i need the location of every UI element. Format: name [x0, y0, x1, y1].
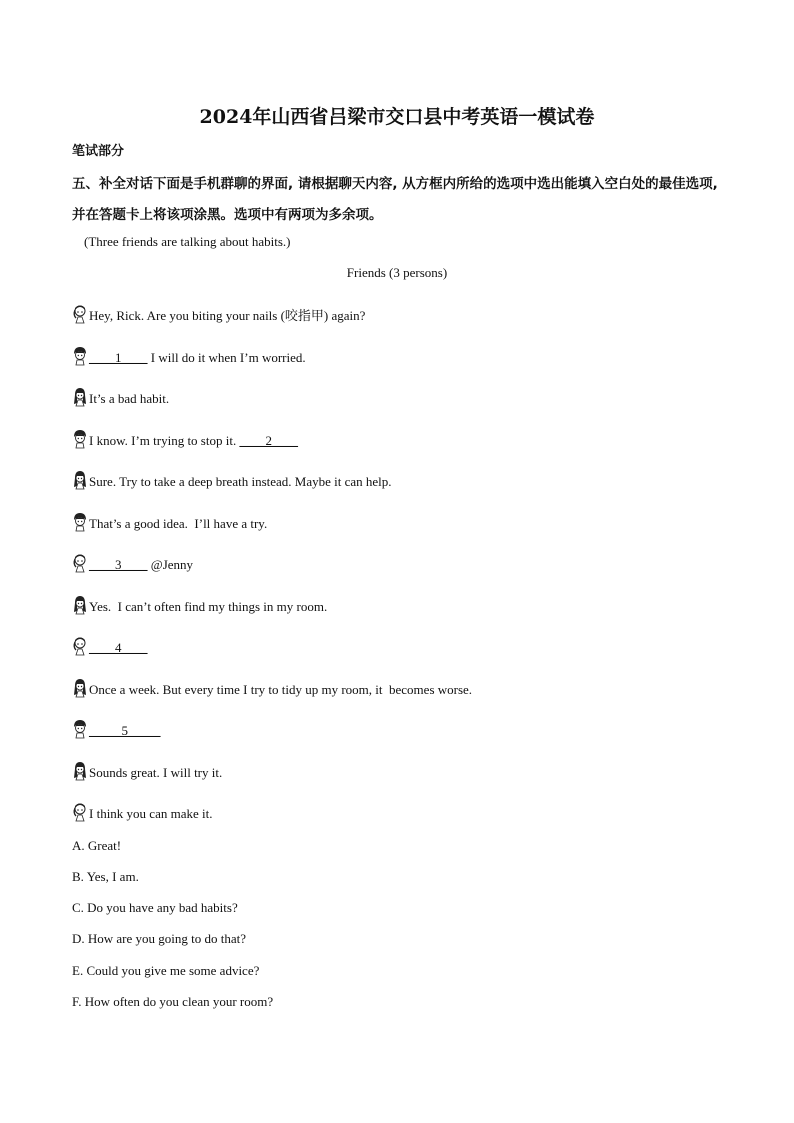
answer-blank-1[interactable]: ____1____	[89, 350, 148, 365]
message-text: ____1____ I will do it when I’m worried.	[89, 350, 306, 365]
option-d[interactable]: D. How are you going to do that?	[72, 931, 247, 946]
chat-message	[72, 632, 148, 656]
ponytail-girl-avatar	[72, 802, 88, 822]
option-b[interactable]: B. Yes, I am.	[72, 869, 139, 884]
chat-message	[72, 715, 161, 739]
chat-message	[72, 383, 169, 407]
message-text: ____3____ @Jenny	[89, 557, 194, 572]
instruction-text: 五、补全对话下面是手机群聊的界面, 请根据聊天内容, 从方框内所给的选项中选出能填入空白处的最佳选项, 并在答题卡上将该项涂黑。选项中有两项为多余项。	[72, 176, 718, 223]
section-heading: 笔试部分	[72, 144, 125, 159]
chat-message	[72, 674, 472, 698]
long-hair-girl-avatar	[72, 678, 88, 698]
message-text: Hey, Rick. Are you biting your nails (咬指甲) again?	[89, 308, 366, 323]
answer-blank-5[interactable]: _____5_____	[89, 723, 161, 738]
message-text: I know. I’m trying to stop it. ____2____	[89, 433, 298, 448]
answer-blank-3[interactable]: ____3____	[89, 557, 148, 572]
option-c[interactable]: C. Do you have any bad habits?	[72, 900, 238, 915]
answer-blank-2[interactable]: ____2____	[239, 433, 298, 448]
boy-avatar	[72, 346, 88, 366]
chat-message	[72, 549, 193, 573]
boy-avatar	[72, 719, 88, 739]
chat-message	[72, 342, 306, 366]
option-e[interactable]: E. Could you give me some advice?	[72, 963, 260, 978]
message-text: Once a week. But every time I try to tidy up my room, it becomes worse.	[89, 682, 473, 697]
chat-group-title: Friends (3 persons)	[346, 265, 448, 280]
ponytail-girl-avatar	[72, 304, 88, 324]
message-text: Sure. Try to take a deep breath instead. Maybe it can help.	[89, 474, 392, 489]
boy-avatar	[72, 429, 88, 449]
boy-avatar	[72, 512, 88, 532]
chat-message	[72, 591, 327, 615]
chat-message	[72, 300, 365, 324]
chat-message	[72, 425, 298, 449]
chat-message	[72, 757, 222, 781]
ponytail-girl-avatar	[72, 636, 88, 656]
long-hair-girl-avatar	[72, 470, 88, 490]
message-text: That’s a good idea. I’ll have a try.	[89, 516, 268, 531]
message-text	[89, 640, 148, 656]
ponytail-girl-avatar	[72, 553, 88, 573]
chat-message	[72, 466, 392, 490]
chat-message	[72, 798, 212, 822]
long-hair-girl-avatar	[72, 761, 88, 781]
option-f[interactable]: F. How often do you clean your room?	[72, 994, 274, 1009]
message-text: Yes. I can’t often find my things in my room.	[89, 599, 328, 614]
option-a[interactable]: A. Great!	[72, 838, 122, 853]
message-text	[89, 723, 161, 739]
long-hair-girl-avatar	[72, 387, 88, 407]
page-title: 2024年山西省吕梁市交口县中考英语一模试卷	[199, 106, 595, 128]
answer-blank-4[interactable]: ____4____	[89, 640, 148, 655]
message-text: It’s a bad habit.	[89, 391, 170, 406]
message-text: Sounds great. I will try it.	[89, 765, 223, 780]
message-text: I think you can make it.	[89, 806, 213, 821]
chat-message	[72, 508, 267, 532]
long-hair-girl-avatar	[72, 595, 88, 615]
dialogue-context: (Three friends are talking about habits.)	[84, 234, 291, 249]
